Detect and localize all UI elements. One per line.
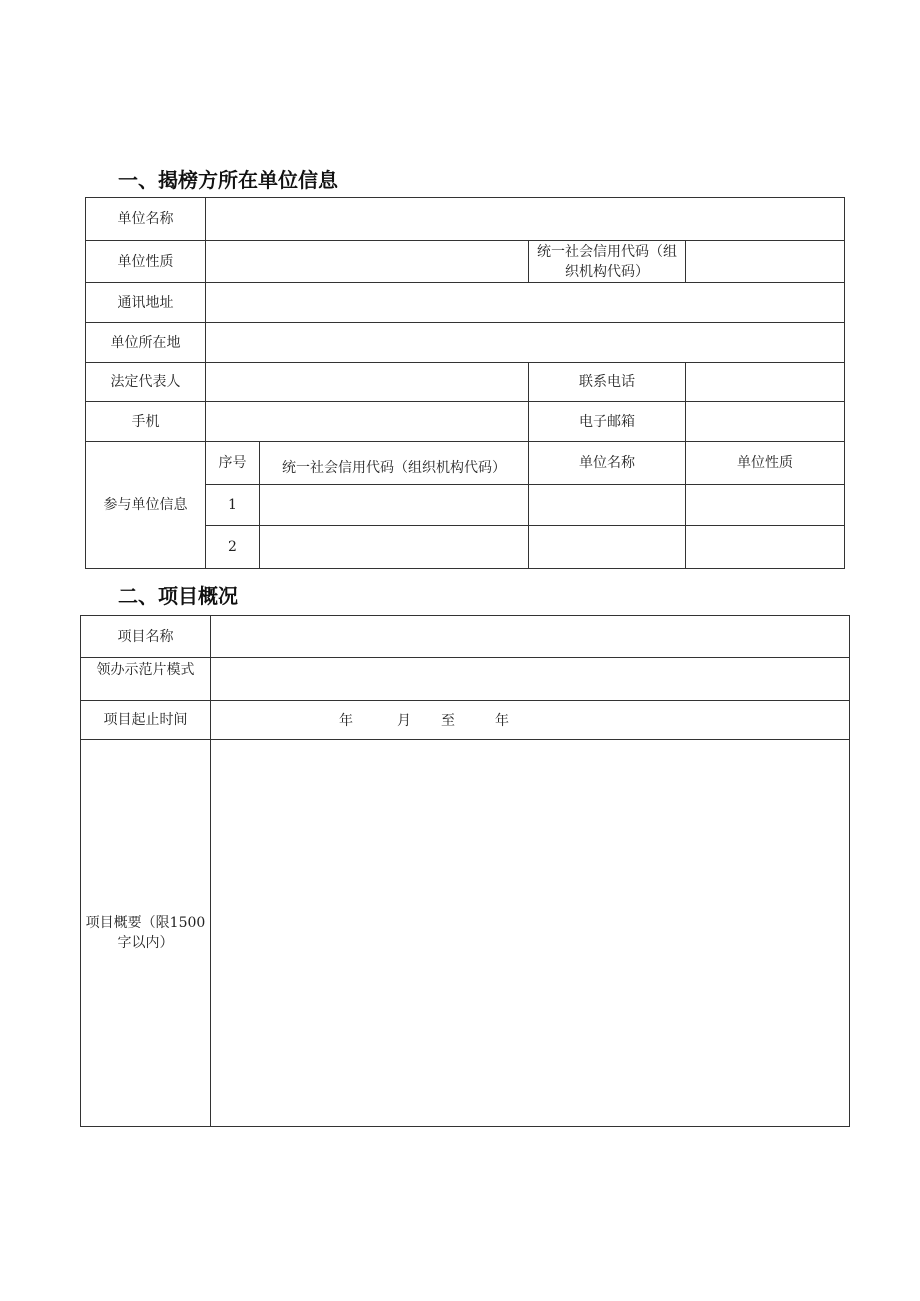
period-year1: 年 [339,712,353,729]
section1-title: 一、揭榜方所在单位信息 [118,168,338,192]
credit-code-label: 统一社会信用代码（组织机构代码） [529,241,686,283]
project-name-field[interactable] [211,616,850,658]
contact-phone-label: 联系电话 [529,363,686,402]
participants-label: 参与单位信息 [86,442,206,569]
row-unit-name-field[interactable] [529,526,686,569]
period-month: 月 [397,712,411,729]
unit-info-table [85,197,845,569]
period-label: 项目起止时间 [81,701,211,740]
legal-rep-field[interactable] [206,363,529,402]
location-field[interactable] [206,323,845,363]
email-field[interactable] [686,402,845,442]
row-seq: 1 [206,485,260,526]
col-unit-name-header: 单位名称 [529,442,686,485]
project-name-label: 项目名称 [81,616,211,658]
mobile-field[interactable] [206,402,529,442]
credit-code-field[interactable] [686,241,845,283]
location-label: 单位所在地 [86,323,206,363]
row-unit-nature-field[interactable] [686,485,845,526]
mobile-label: 手机 [86,402,206,442]
period-to: 至 [441,712,455,729]
period-year2: 年 [495,712,509,729]
email-label: 电子邮箱 [529,402,686,442]
project-overview-table [80,615,850,1127]
address-label: 通讯地址 [86,283,206,323]
period-field[interactable] [211,701,850,740]
demo-mode-field[interactable] [211,658,850,701]
summary-field[interactable] [211,740,850,1127]
col-seq-header: 序号 [206,442,260,485]
col-credit-code-header: 统一社会信用代码（组织机构代码） [260,442,529,485]
row-credit-code-field[interactable] [260,485,529,526]
row-unit-name-field[interactable] [529,485,686,526]
row-seq: 2 [206,526,260,569]
address-field[interactable] [206,283,845,323]
unit-nature-label: 单位性质 [86,241,206,283]
legal-rep-label: 法定代表人 [86,363,206,402]
contact-phone-field[interactable] [686,363,845,402]
section2-title: 二、项目概况 [118,584,238,608]
demo-mode-label: 领办示范片模式 [81,658,211,701]
unit-name-field[interactable] [206,198,845,241]
unit-name-label: 单位名称 [86,198,206,241]
row-unit-nature-field[interactable] [686,526,845,569]
row-credit-code-field[interactable] [260,526,529,569]
summary-label: 项目概要（限1500字以内） [81,740,211,1127]
col-unit-nature-header: 单位性质 [686,442,845,485]
unit-nature-field[interactable] [206,241,529,283]
